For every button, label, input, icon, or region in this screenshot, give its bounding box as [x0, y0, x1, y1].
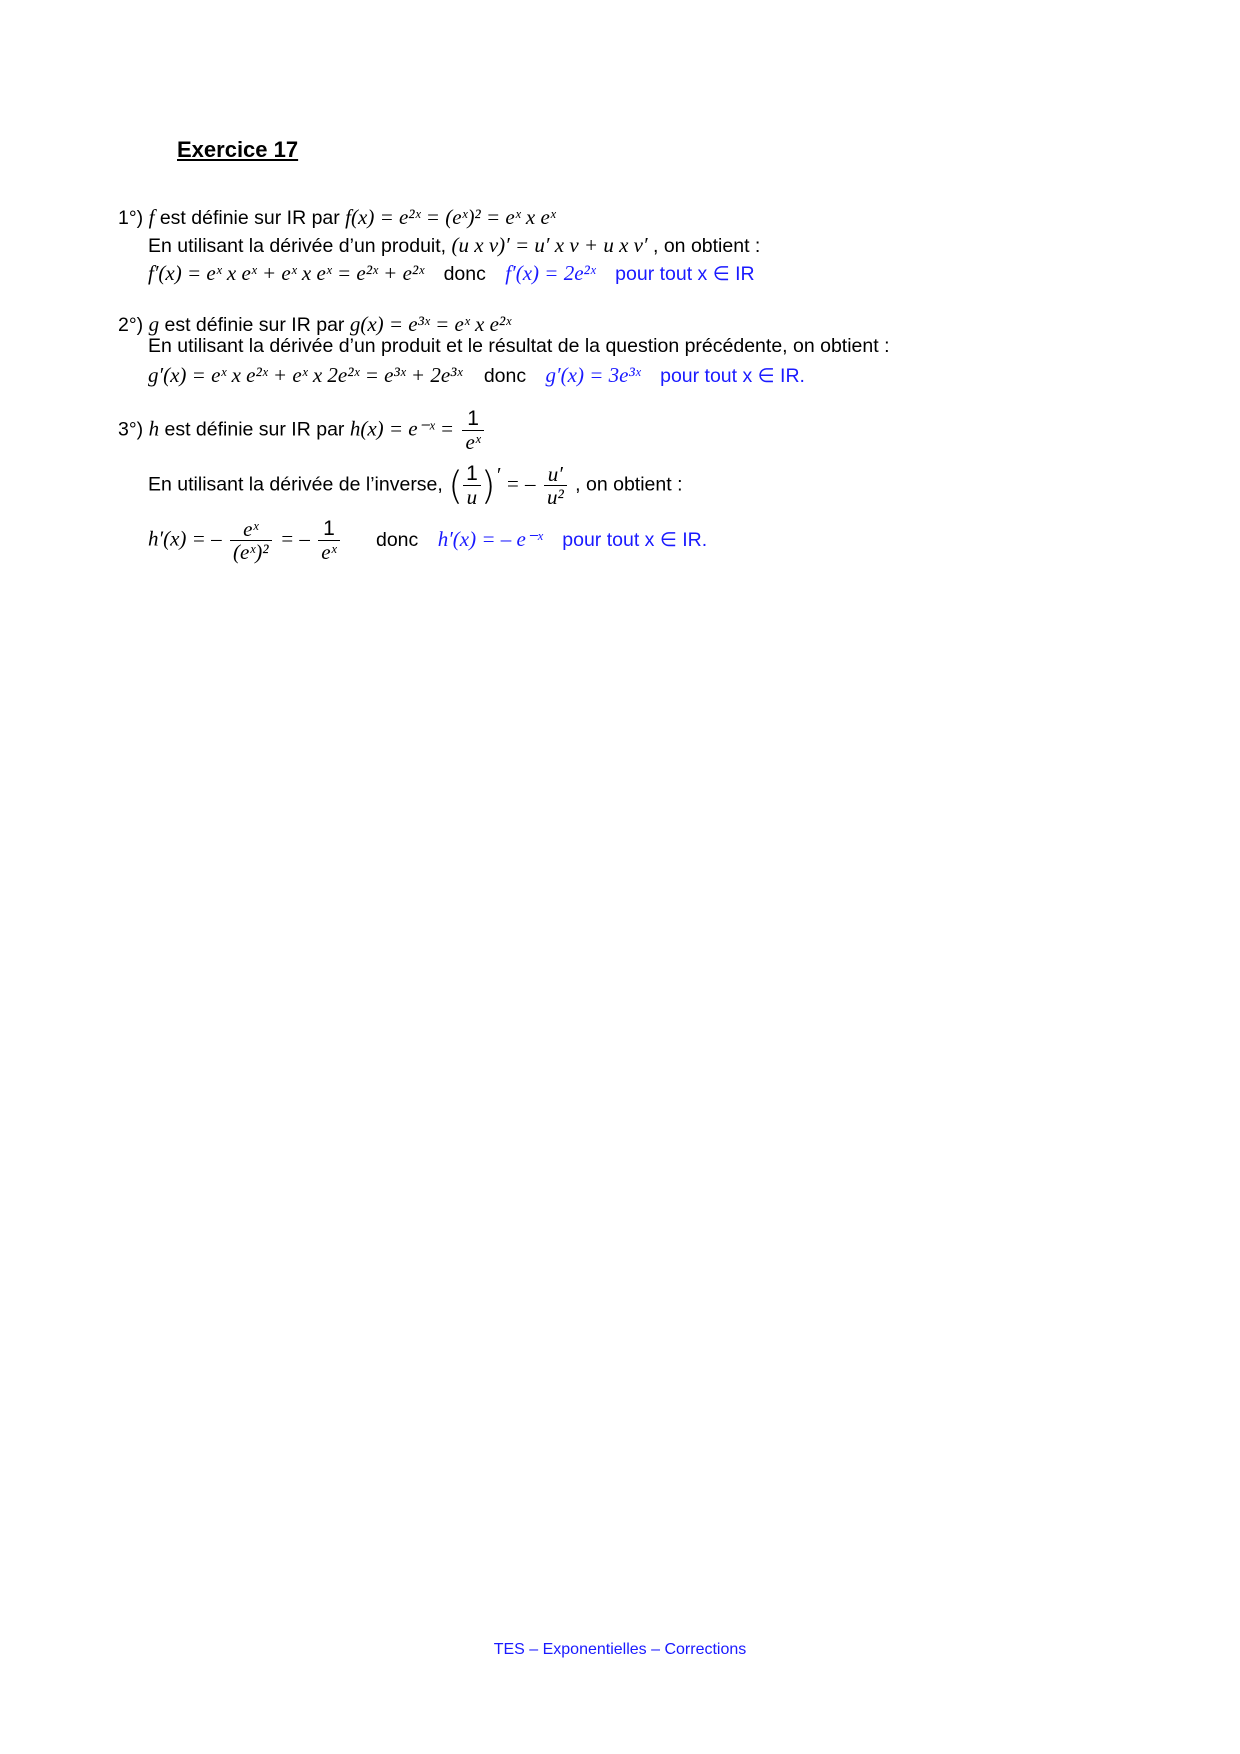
q3-definition-denominator: eˣ [465, 430, 481, 454]
q3-method-end: , on obtient : [575, 473, 683, 496]
q3-definition-text: est définie sur IR par [164, 418, 345, 441]
q2-donc: donc [483, 365, 527, 387]
q2-calculation: g′(x) = eˣ x e²ˣ + eˣ x 2e²ˣ = e³ˣ + 2e³ˣ [148, 363, 463, 387]
q1-number: 1°) [118, 207, 144, 229]
q1-donc: donc [443, 263, 486, 285]
q1-method-line [148, 233, 760, 258]
q3-definition-line [118, 408, 487, 453]
q2-definition-text: est définie sur IR par [164, 314, 345, 336]
q1-calculation-line [148, 261, 755, 286]
left-paren: ( [448, 463, 464, 508]
right-paren: ) [480, 463, 496, 508]
q2-function-name: g [148, 312, 160, 336]
q3-calculation-denominator-2: eˣ [321, 540, 337, 564]
q2-number: 2°) [118, 314, 144, 336]
q2-domain: pour tout x ∈ IR. [660, 365, 805, 387]
q3-inverse-result-denominator: u² [546, 485, 564, 509]
q2-calculation-line [148, 363, 805, 388]
q3-definition-formula: h(x) = e⁻ˣ = [349, 416, 455, 441]
q1-product-rule: (u x v)′ = u′ x v + u x v′ [451, 233, 648, 257]
q1-definition-line [118, 205, 556, 230]
q3-calculation-numerator-1: eˣ [230, 518, 272, 541]
q3-result: h′(x) = – e⁻ˣ [437, 526, 543, 551]
q3-calculation-fraction-1 [230, 518, 272, 563]
q3-inverse-denominator: u [466, 485, 478, 509]
q1-definition-formula: f(x) = e²ˣ = (eˣ)² = eˣ x eˣ [345, 205, 556, 229]
q1-calculation: f′(x) = eˣ x eˣ + eˣ x eˣ = e²ˣ + e²ˣ [148, 261, 425, 285]
q2-definition-formula: g(x) = e³ˣ = eˣ x e²ˣ [349, 312, 512, 336]
q3-inverse-numerator: 1 [463, 463, 481, 486]
q1-method-text: En utilisant la dérivée d’un produit, [148, 235, 447, 257]
q3-definition-fraction [462, 408, 483, 453]
q3-calculation-fraction-2 [318, 518, 339, 563]
q2-definition-line [118, 312, 511, 337]
q3-definition-numerator: 1 [462, 408, 483, 431]
q3-number: 3°) [118, 418, 144, 441]
exercise-title: Exercice 17 [177, 137, 299, 162]
q3-function-name: h [148, 416, 160, 441]
q3-inverse-result-fraction [544, 463, 567, 508]
q3-calculation-equals: = – [279, 526, 310, 551]
q2-result: g′(x) = 3e³ˣ [545, 363, 641, 387]
q3-calculation-numerator-2: 1 [318, 518, 339, 541]
q2-method-line [148, 335, 890, 358]
q3-calculation-line [148, 518, 707, 563]
q3-calculation-lhs: h′(x) = – [148, 526, 222, 551]
q1-function-name: f [148, 205, 155, 229]
q3-donc: donc [375, 528, 419, 551]
q1-domain: pour tout x ∈ IR [615, 263, 755, 285]
page-footer: TES – Exponentielles – Corrections [493, 1641, 747, 1658]
q1-definition-text: est définie sur IR par [159, 207, 340, 229]
q3-domain: pour tout x ∈ IR. [562, 528, 708, 551]
q1-result: f′(x) = 2e²ˣ [505, 261, 596, 285]
q3-method-line [148, 463, 683, 508]
q2-method-text: En utilisant la dérivée d’un produit et le résultat de la question précédente, on obtient : [148, 335, 890, 357]
q3-calculation-denominator-1: (eˣ)² [233, 540, 269, 564]
q3-inverse-fraction [463, 463, 481, 508]
q1-method-end: , on obtient : [653, 235, 761, 257]
q3-inverse-result-numerator: u′ [544, 463, 567, 486]
q3-method-text: En utilisant la dérivée de l’inverse, [148, 473, 443, 496]
q3-inverse-prime: ′ [495, 463, 501, 487]
q3-inverse-equals: = – [505, 471, 536, 496]
